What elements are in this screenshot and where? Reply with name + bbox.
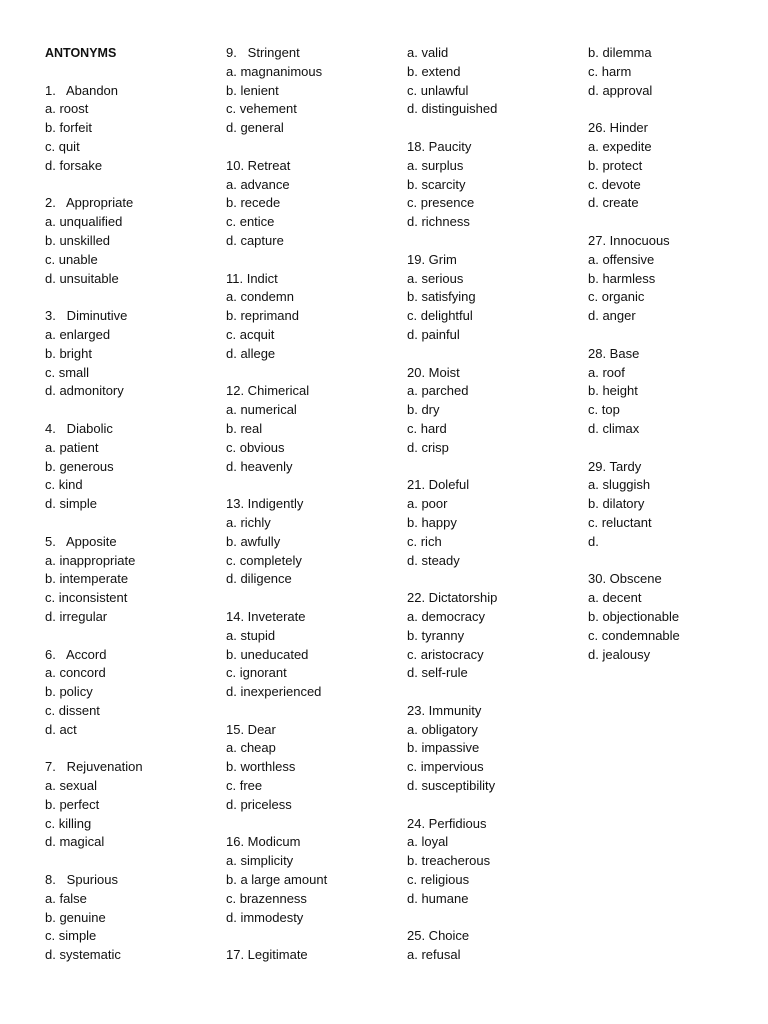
- question-heading: 11. Indict: [226, 270, 278, 286]
- question-heading: 21. Doleful: [407, 477, 470, 493]
- answer-option: b. bright: [45, 345, 92, 361]
- answer-option: a. unqualified: [45, 214, 123, 230]
- answer-option: c. small: [45, 364, 90, 380]
- blank-line: [45, 288, 225, 307]
- answer-option: a. surplus: [407, 157, 464, 173]
- answer-option: d. priceless: [226, 796, 292, 812]
- answer-option: a. poor: [407, 496, 448, 512]
- answer-option: c. quit: [45, 138, 80, 154]
- question-heading: 29. Tardy: [588, 458, 642, 474]
- answer-option: a. cheap: [226, 740, 276, 756]
- blank-line: [407, 232, 587, 251]
- blank-line: [45, 401, 225, 420]
- blank-line: [407, 458, 587, 477]
- answer-option: c. vehement: [226, 101, 297, 117]
- answer-option: b. a large amount: [226, 872, 328, 888]
- answer-option: c. unable: [45, 251, 98, 267]
- question-heading: 30. Obscene: [588, 571, 662, 587]
- answer-option: c. reluctant: [588, 514, 652, 530]
- answer-option: d. distinguished: [407, 101, 498, 117]
- answer-option: b. satisfying: [407, 289, 476, 305]
- blank-line: [588, 326, 768, 345]
- answer-option: d. systematic: [45, 947, 121, 963]
- answer-option: c. killing: [45, 815, 92, 831]
- answer-option: b. policy: [45, 684, 93, 700]
- column-2: [226, 44, 406, 965]
- answer-option: c. condemnable: [588, 627, 680, 643]
- answer-option: d. general: [226, 120, 284, 136]
- answer-option: d. anger: [588, 308, 636, 324]
- question-heading: 1. Abandon: [45, 82, 119, 98]
- question-heading: 13. Indigently: [226, 496, 304, 512]
- answer-option: d. irregular: [45, 608, 108, 624]
- answer-option: c. religious: [407, 872, 470, 888]
- blank-line: [407, 345, 587, 364]
- question-heading: 5. Apposite: [45, 533, 117, 549]
- answer-option: c. unlawful: [407, 82, 469, 98]
- answer-option: b. recede: [226, 195, 281, 211]
- blank-line: [226, 927, 406, 946]
- answer-option: c. harm: [588, 63, 632, 79]
- answer-option: b. awfully: [226, 533, 281, 549]
- answer-option: c. presence: [407, 195, 475, 211]
- answer-option: b. genuine: [45, 909, 106, 925]
- answer-option: a. obligatory: [407, 721, 478, 737]
- answer-option: d. forsake: [45, 157, 103, 173]
- answer-option: b. protect: [588, 157, 643, 173]
- answer-option: b. real: [226, 420, 263, 436]
- answer-option: c. top: [588, 402, 620, 418]
- answer-option: a. roost: [45, 101, 89, 117]
- blank-line: [45, 176, 225, 195]
- answer-option: b. dry: [407, 402, 440, 418]
- answer-option: a. concord: [45, 665, 106, 681]
- answer-option: a. refusal: [407, 947, 461, 963]
- answer-option: a. democracy: [407, 608, 486, 624]
- blank-line: [588, 213, 768, 232]
- blank-line: [588, 100, 768, 119]
- blank-line: [45, 627, 225, 646]
- blank-line: [407, 796, 587, 815]
- question-heading: 4. Diabolic: [45, 420, 113, 436]
- answer-option: c. simple: [45, 928, 97, 944]
- answer-option: b. height: [588, 383, 638, 399]
- blank-line: [407, 683, 587, 702]
- blank-line: [226, 251, 406, 270]
- answer-option: b. happy: [407, 514, 457, 530]
- answer-option: a. numerical: [226, 402, 297, 418]
- answer-option: a. false: [45, 890, 87, 906]
- answer-option: d. crisp: [407, 439, 449, 455]
- answer-option: a. richly: [226, 514, 271, 530]
- answer-option: c. dissent: [45, 702, 100, 718]
- answer-option: d. diligence: [226, 571, 292, 587]
- answer-option: c. entice: [226, 214, 275, 230]
- answer-option: c. aristocracy: [407, 646, 484, 662]
- blank-line: [407, 909, 587, 928]
- answer-option: d. climax: [588, 420, 640, 436]
- blank-line: [45, 739, 225, 758]
- question-heading: 20. Moist: [407, 364, 460, 380]
- answer-option: a. magnanimous: [226, 63, 323, 79]
- answer-option: a. loyal: [407, 834, 449, 850]
- answer-option: c. hard: [407, 420, 447, 436]
- blank-line: [588, 439, 768, 458]
- answer-option: c. kind: [45, 477, 83, 493]
- blank-line: [588, 552, 768, 571]
- answer-option: c. devote: [588, 176, 641, 192]
- question-heading: 3. Diminutive: [45, 308, 128, 324]
- blank-line: [226, 815, 406, 834]
- answer-option: a. expedite: [588, 138, 652, 154]
- answer-option: d. painful: [407, 326, 460, 342]
- blank-line: [226, 364, 406, 383]
- blank-line: [407, 119, 587, 138]
- blank-line: [45, 63, 225, 82]
- answer-option: b. intemperate: [45, 571, 129, 587]
- answer-option: c. completely: [226, 552, 302, 568]
- answer-option: d. admonitory: [45, 383, 124, 399]
- question-heading: 7. Rejuvenation: [45, 759, 143, 775]
- answer-option: b. worthless: [226, 759, 296, 775]
- question-heading: 15. Dear: [226, 721, 276, 737]
- answer-option: d. capture: [226, 232, 284, 248]
- question-heading: 19. Grim: [407, 251, 457, 267]
- answer-option: c. acquit: [226, 326, 275, 342]
- answer-option: c. ignorant: [226, 665, 287, 681]
- answer-option: c. delightful: [407, 308, 473, 324]
- answer-option: d.: [588, 533, 599, 549]
- blank-line: [45, 514, 225, 533]
- question-heading: 18. Paucity: [407, 138, 472, 154]
- answer-option: d. unsuitable: [45, 270, 119, 286]
- answer-option: a. valid: [407, 45, 449, 60]
- page-title: ANTONYMS: [45, 46, 117, 60]
- answer-option: b. dilatory: [588, 496, 645, 512]
- answer-option: b. generous: [45, 458, 114, 474]
- question-heading: 24. Perfidious: [407, 815, 487, 831]
- question-heading: 9. Stringent: [226, 45, 300, 60]
- question-heading: 17. Legitimate: [226, 947, 308, 963]
- question-heading: 22. Dictatorship: [407, 590, 498, 606]
- answer-option: d. approval: [588, 82, 653, 98]
- answer-option: a. parched: [407, 383, 469, 399]
- answer-option: a. offensive: [588, 251, 655, 267]
- answer-option: d. simple: [45, 496, 98, 512]
- answer-option: a. serious: [407, 270, 464, 286]
- answer-option: a. simplicity: [226, 853, 294, 869]
- answer-option: d. susceptibility: [407, 778, 496, 794]
- answer-option: b. tyranny: [407, 627, 465, 643]
- answer-option: b. forfeit: [45, 120, 92, 136]
- answer-option: d. magical: [45, 834, 105, 850]
- answer-option: b. unskilled: [45, 232, 111, 248]
- blank-line: [45, 852, 225, 871]
- answer-option: c. rich: [407, 533, 442, 549]
- answer-option: b. harmless: [588, 270, 656, 286]
- answer-option: a. sexual: [45, 778, 98, 794]
- blank-line: [226, 476, 406, 495]
- answer-option: c. obvious: [226, 439, 285, 455]
- answer-option: c. inconsistent: [45, 590, 128, 606]
- question-heading: 28. Base: [588, 345, 640, 361]
- question-heading: 6. Accord: [45, 646, 107, 662]
- question-heading: 26. Hinder: [588, 120, 648, 136]
- answer-option: a. condemn: [226, 289, 294, 305]
- answer-option: a. inappropriate: [45, 552, 136, 568]
- question-heading: 14. Inveterate: [226, 608, 306, 624]
- answer-option: b. objectionable: [588, 608, 680, 624]
- answer-option: d. humane: [407, 890, 469, 906]
- question-heading: 16. Modicum: [226, 834, 301, 850]
- blank-line: [226, 589, 406, 608]
- column-3: [407, 44, 587, 965]
- column-4: [588, 44, 768, 664]
- answer-option: c. brazenness: [226, 890, 307, 906]
- question-heading: 23. Immunity: [407, 702, 482, 718]
- answer-option: d. jealousy: [588, 646, 651, 662]
- answer-option: a. roof: [588, 364, 625, 380]
- answer-option: b. uneducated: [226, 646, 309, 662]
- answer-option: d. heavenly: [226, 458, 293, 474]
- column-1: [45, 44, 225, 965]
- blank-line: [226, 702, 406, 721]
- answer-option: b. scarcity: [407, 176, 466, 192]
- question-heading: 25. Choice: [407, 928, 470, 944]
- question-heading: 27. Innocuous: [588, 232, 670, 248]
- answer-option: a. patient: [45, 439, 99, 455]
- answer-option: a. enlarged: [45, 326, 111, 342]
- answer-option: a. decent: [588, 590, 642, 606]
- answer-option: d. immodesty: [226, 909, 304, 925]
- answer-option: d. create: [588, 195, 639, 211]
- blank-line: [407, 570, 587, 589]
- answer-option: b. treacherous: [407, 853, 491, 869]
- answer-option: d. act: [45, 721, 77, 737]
- answer-option: a. stupid: [226, 627, 276, 643]
- question-heading: 10. Retreat: [226, 157, 291, 173]
- answer-option: d. steady: [407, 552, 460, 568]
- answer-option: c. organic: [588, 289, 645, 305]
- answer-option: b. lenient: [226, 82, 279, 98]
- question-heading: 2. Appropriate: [45, 195, 134, 211]
- answer-option: b. reprimand: [226, 308, 299, 324]
- answer-option: a. sluggish: [588, 477, 651, 493]
- question-heading: 8. Spurious: [45, 872, 118, 888]
- answer-option: b. perfect: [45, 796, 100, 812]
- answer-option: d. richness: [407, 214, 470, 230]
- answer-option: d. self-rule: [407, 665, 468, 681]
- answer-option: b. dilemma: [588, 45, 652, 60]
- question-heading: 12. Chimerical: [226, 383, 310, 399]
- blank-line: [226, 138, 406, 157]
- answer-option: c. impervious: [407, 759, 484, 775]
- answer-option: a. advance: [226, 176, 290, 192]
- answer-option: d. inexperienced: [226, 684, 322, 700]
- answer-option: c. free: [226, 778, 263, 794]
- answer-option: d. allege: [226, 345, 276, 361]
- answer-option: b. extend: [407, 63, 461, 79]
- answer-option: b. impassive: [407, 740, 480, 756]
